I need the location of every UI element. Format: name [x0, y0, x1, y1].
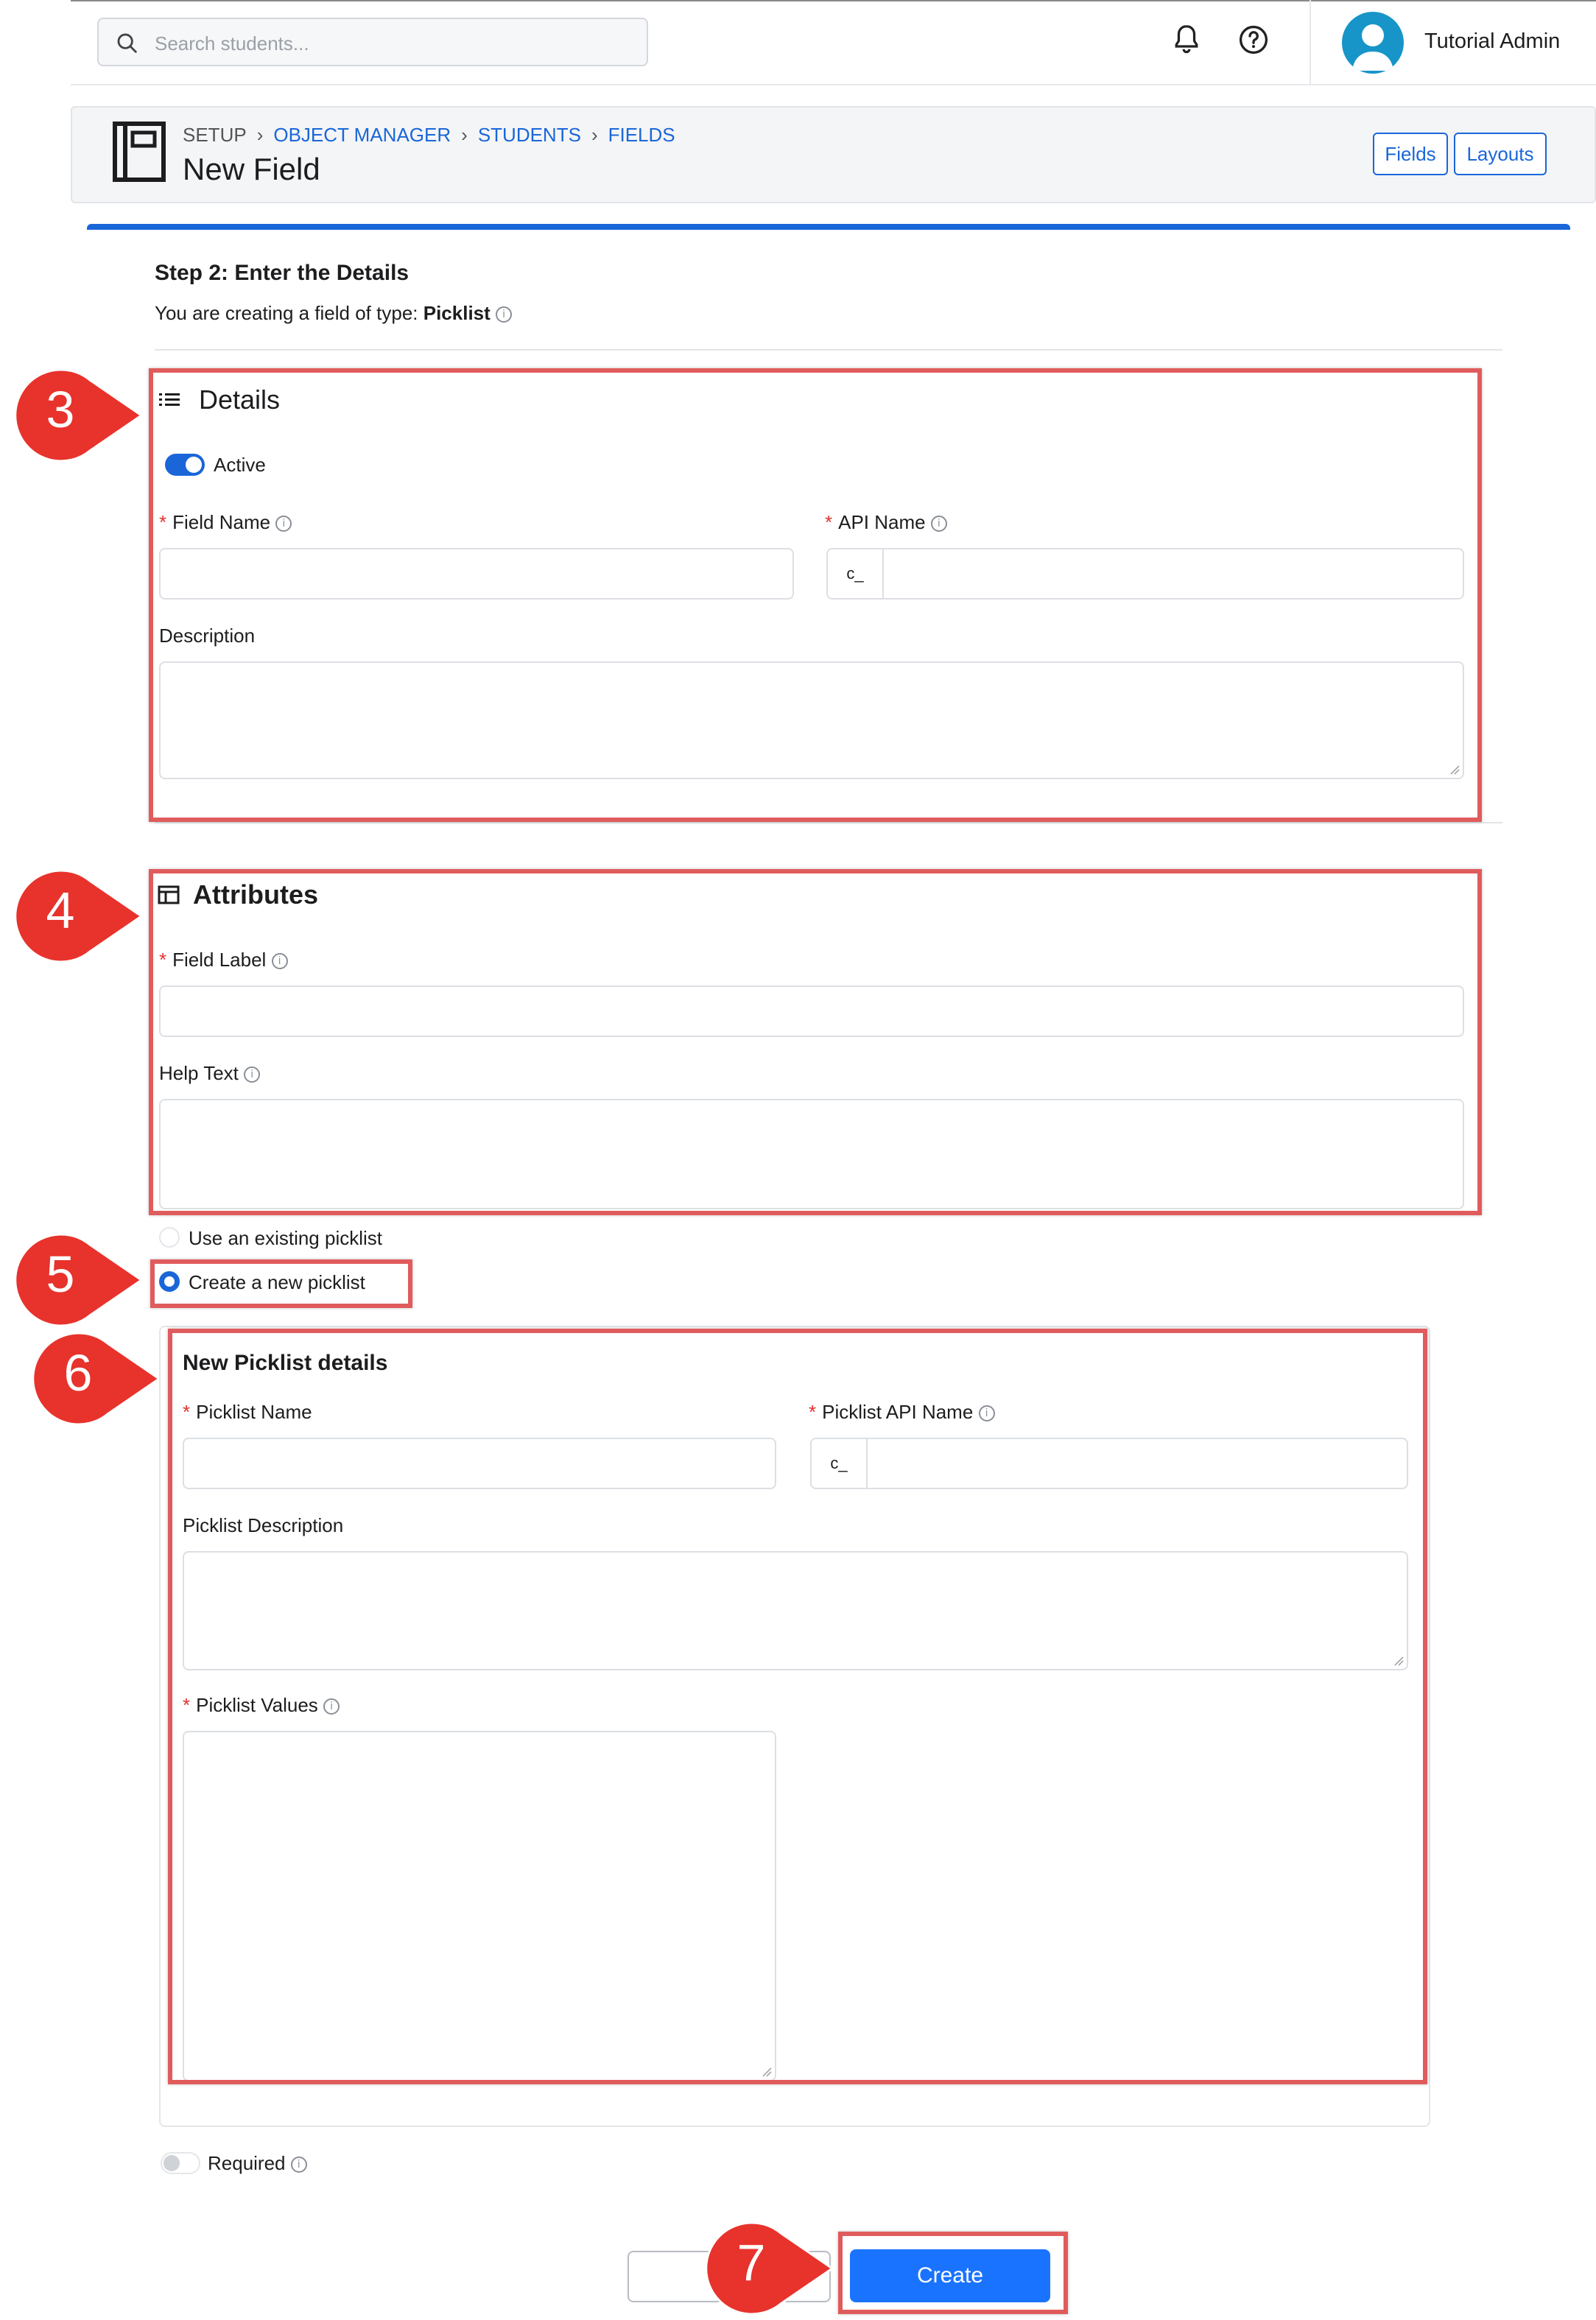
description-label: Description — [159, 625, 256, 647]
required-star: * — [159, 949, 167, 971]
info-icon: i — [979, 1405, 995, 1421]
help-icon[interactable] — [1237, 24, 1270, 56]
required-label-text: Required — [208, 2152, 286, 2174]
callout-number: 3 — [46, 381, 75, 438]
layouts-button[interactable]: Layouts — [1454, 133, 1547, 175]
info-icon: i — [272, 953, 288, 969]
required-star: * — [825, 511, 833, 533]
callout-number: 5 — [46, 1245, 75, 1303]
info-icon: i — [244, 1066, 260, 1083]
divider — [155, 822, 1502, 823]
required-star: * — [183, 1694, 191, 1716]
callout-3 — [1, 364, 141, 467]
picklist-api-name-label-text: Picklist API Name — [822, 1401, 974, 1423]
help-text-label-text: Help Text — [159, 1062, 239, 1084]
callout-number: 7 — [737, 2234, 766, 2291]
book-icon — [112, 121, 166, 183]
info-icon: i — [291, 2156, 307, 2173]
user-icon — [1342, 12, 1404, 74]
api-prefix: c_ — [828, 549, 884, 598]
highlight-attributes — [149, 869, 1482, 1215]
user-name[interactable]: Tutorial Admin — [1424, 29, 1561, 53]
field-type-value: Picklist — [423, 302, 491, 324]
info-icon: i — [323, 1698, 340, 1715]
details-section-title: Details — [199, 384, 281, 415]
callout-5 — [1, 1228, 141, 1332]
info-icon: i — [496, 306, 512, 323]
breadcrumb — [183, 124, 675, 147]
picklist-values-label-text: Picklist Values — [196, 1694, 318, 1716]
callout-7 — [692, 2217, 832, 2320]
required-star: * — [809, 1401, 817, 1423]
highlight-new-picklist — [168, 1329, 1427, 2084]
search-placeholder: Search students... — [155, 32, 309, 55]
callout-number: 6 — [63, 1344, 93, 1402]
new-picklist-title: New Picklist details — [183, 1351, 388, 1375]
breadcrumb-fields[interactable]: FIELDS — [608, 124, 675, 146]
chevron-right-icon: › — [591, 124, 598, 146]
breadcrumb-setup[interactable]: SETUP — [183, 124, 247, 146]
active-label: Active — [214, 454, 266, 476]
breadcrumb-students[interactable]: STUDENTS — [477, 124, 581, 146]
highlight-create-button — [838, 2232, 1068, 2314]
required-toggle[interactable] — [161, 2152, 200, 2174]
highlight-details — [149, 368, 1482, 822]
create-new-picklist-label[interactable]: Create a new picklist — [189, 1271, 365, 1293]
search-icon — [115, 31, 140, 56]
fields-button[interactable]: Fields — [1373, 133, 1448, 175]
info-icon: i — [931, 516, 947, 532]
picklist-api-prefix: c_ — [812, 1439, 868, 1488]
use-existing-picklist-label[interactable]: Use an existing picklist — [189, 1227, 382, 1249]
attributes-section-title: Attributes — [193, 879, 318, 910]
field-name-label-text: Field Name — [172, 511, 271, 533]
callout-4 — [1, 865, 141, 968]
chevron-right-icon: › — [256, 124, 264, 146]
field-type-line — [155, 302, 512, 325]
required-star: * — [183, 1401, 191, 1423]
required-star: * — [159, 511, 167, 533]
bell-icon[interactable] — [1170, 22, 1203, 56]
divider — [155, 349, 1502, 351]
picklist-name-label-text: Picklist Name — [196, 1401, 312, 1423]
callout-number: 4 — [46, 882, 75, 939]
toggle-knob — [164, 2155, 180, 2171]
info-icon: i — [275, 516, 292, 532]
step-title: Step 2: Enter the Details — [155, 261, 409, 285]
field-type-prefix: You are creating a field of type: — [155, 302, 418, 324]
callout-6 — [19, 1327, 159, 1430]
breadcrumb-object-manager[interactable]: OBJECT MANAGER — [273, 124, 451, 146]
use-existing-picklist-radio[interactable] — [159, 1227, 180, 1248]
page-title: New Field — [183, 152, 320, 186]
create-button[interactable]: Create — [850, 2249, 1050, 2302]
form-top-border — [87, 224, 1570, 230]
search-input[interactable] — [97, 18, 648, 66]
picklist-description-label: Picklist Description — [183, 1514, 344, 1536]
required-label — [208, 2152, 307, 2175]
field-label-label-text: Field Label — [172, 949, 267, 971]
api-name-label-text: API Name — [838, 511, 926, 533]
avatar[interactable] — [1342, 12, 1404, 74]
topbar-divider — [1310, 0, 1311, 85]
chevron-right-icon: › — [461, 124, 468, 146]
highlight-create-picklist — [150, 1259, 412, 1308]
